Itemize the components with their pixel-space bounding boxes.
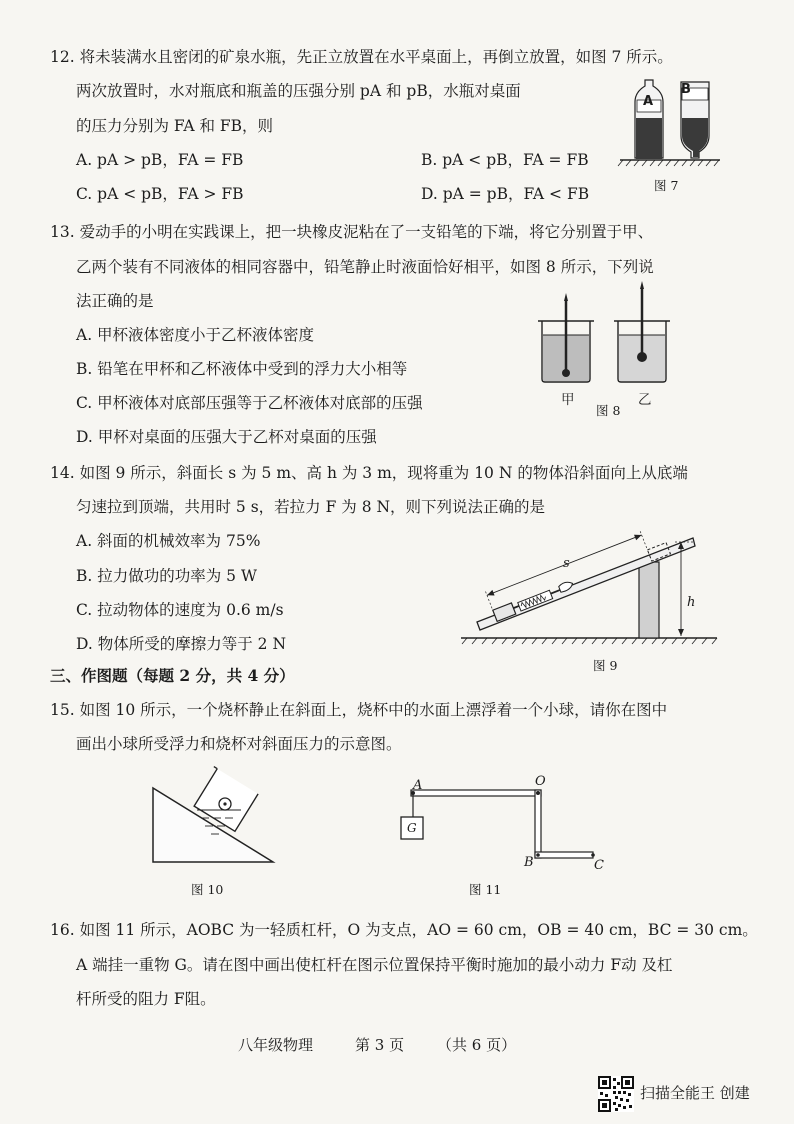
q14-option-c: C. 拉动物体的速度为 0.6 m/s	[76, 601, 284, 619]
figure-10-beaker-on-slope	[145, 768, 280, 868]
scanner-watermark: 扫描全能王 创建	[640, 1084, 750, 1102]
q12-option-c: C. pA < pB，FA > FB	[76, 185, 244, 203]
q13-line-2: 乙两个装有不同液体的相同容器中，铅笔静止时液面恰好相平，如图 8 所示，下列说	[76, 258, 654, 276]
label-a: A	[413, 778, 423, 793]
q16-line-2: A 端挂一重物 G。请在图中画出使杠杆在图示位置保持平衡时施加的最小动力 F动 及杠	[76, 956, 673, 974]
figure-7-caption: 图 7	[654, 178, 679, 193]
label-h: h	[687, 595, 696, 610]
q12-line-3: 的压力分别为 FA 和 FB，则	[76, 117, 274, 135]
footer-total: （共 6 页）	[437, 1036, 517, 1054]
q14-option-b: B. 拉力做功的功率为 5 W	[76, 567, 257, 585]
q12-line-2: 两次放置时，水对瓶底和瓶盖的压强分别 pA 和 pB，水瓶对桌面	[76, 82, 521, 100]
q12-option-a: A. pA > pB，FA = FB	[76, 151, 244, 169]
figure-8-beakers	[530, 285, 680, 385]
figure-8-caption: 图 8	[596, 403, 621, 418]
q13-option-a: A. 甲杯液体密度小于乙杯液体密度	[76, 326, 315, 344]
qr-code-icon	[598, 1076, 634, 1112]
q16-line-3: 杆所受的阻力 F阻。	[76, 990, 216, 1008]
footer-page: 第 3 页	[355, 1036, 405, 1054]
q13-option-c: C. 甲杯液体对底部压强等于乙杯液体对底部的压强	[76, 394, 423, 412]
q14-line-2: 匀速拉到顶端，共用时 5 s，若拉力 F 为 8 N，则下列说法正确的是	[76, 498, 546, 516]
bottle-a-label: A	[643, 94, 654, 109]
q15-line-2: 画出小球所受浮力和烧杯对斜面压力的示意图。	[76, 735, 402, 753]
q14-option-a: A. 斜面的机械效率为 75%	[76, 532, 261, 550]
label-c: C	[594, 858, 604, 873]
figure-10-caption: 图 10	[191, 882, 224, 897]
q14-line-1: 14. 如图 9 所示，斜面长 s 为 5 m、高 h 为 3 m，现将重为 10 N 的物体沿斜面向上从底端	[50, 464, 688, 482]
section-3-heading: 三、作图题（每题 2 分，共 4 分）	[50, 666, 295, 685]
bottle-b-label: B	[681, 82, 691, 97]
label-jia: 甲	[561, 392, 575, 408]
q12-option-b: B. pA < pB，FA = FB	[421, 151, 589, 169]
label-b: B	[524, 855, 534, 870]
figure-11-caption: 图 11	[469, 882, 502, 897]
figure-7-bottles	[615, 78, 725, 168]
label-o: O	[535, 774, 546, 789]
q13-option-d: D. 甲杯对桌面的压强大于乙杯对桌面的压强	[76, 428, 377, 446]
q13-option-b: B. 铅笔在甲杯和乙杯液体中受到的浮力大小相等	[76, 360, 408, 378]
figure-9-caption: 图 9	[593, 658, 618, 673]
figure-11-lever	[395, 775, 610, 875]
label-g: G	[407, 821, 417, 835]
q13-line-3: 法正确的是	[76, 292, 154, 310]
q13-line-1: 13. 爱动手的小明在实践课上，把一块橡皮泥粘在了一支铅笔的下端，将它分别置于甲、	[50, 223, 654, 241]
q16-line-1: 16. 如图 11 所示，AOBC 为一轻质杠杆，O 为支点，AO = 60 cm，OB = 40 cm，BC = 30 cm。	[50, 921, 758, 939]
footer-subject: 八年级物理	[238, 1036, 314, 1054]
q14-option-d: D. 物体所受的摩擦力等于 2 N	[76, 635, 287, 653]
label-yi: 乙	[638, 392, 652, 408]
q12-line-1: 12. 将未装满水且密闭的矿泉水瓶，先正立放置在水平桌面上，再倒立放置，如图 7 所示。	[50, 48, 673, 66]
q15-line-1: 15. 如图 10 所示，一个烧杯静止在斜面上，烧杯中的水面上漂浮着一个小球，请你在图中	[50, 701, 668, 719]
figure-9-incline	[455, 520, 720, 650]
q12-option-d: D. pA = pB，FA < FB	[421, 185, 590, 203]
label-s: s	[563, 556, 570, 571]
